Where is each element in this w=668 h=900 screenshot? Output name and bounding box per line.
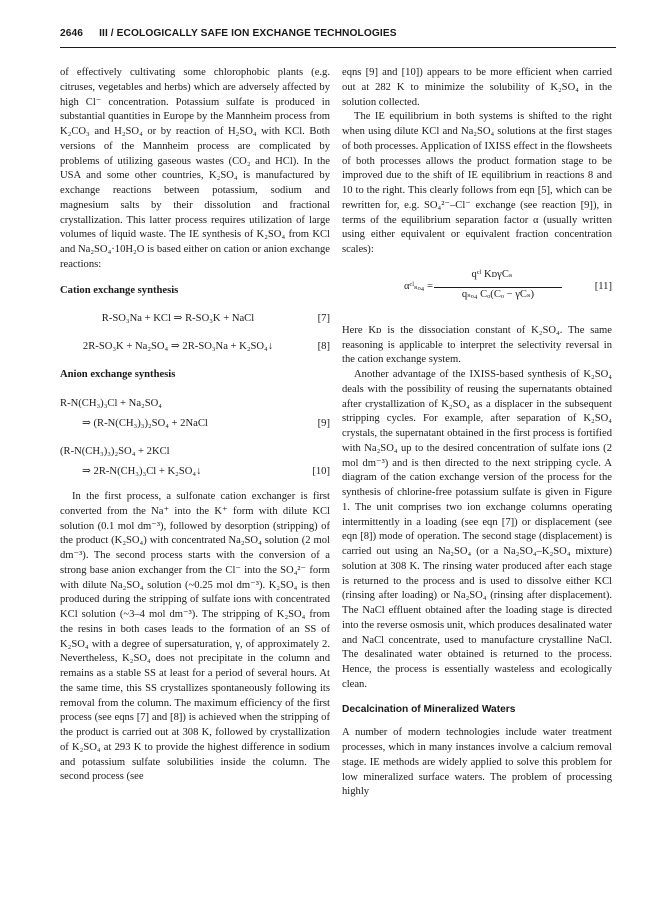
equation-number: [7]	[317, 313, 330, 325]
equation-expression: ⇒ 2R-N(CH₃)₃Cl + K₂SO₄↓	[82, 466, 202, 477]
equation-number: [11]	[594, 280, 612, 292]
paragraph: A number of modern technologies include water treatment processes, which in many instances involve a calcium removal stage. IE methods are widely applied to solve this problem for low mineralized surface waters. The problem of processing highly	[342, 727, 612, 798]
equation-lhs: αᶜˡₛₒ₄ =	[404, 280, 433, 292]
equation-expression: R-SO₃Na + KCl ⇒ R-SO₃K + NaCl	[101, 313, 255, 325]
equation-number: [8]	[317, 341, 330, 353]
equation-number: [9]	[317, 418, 330, 429]
equation-numerator: qᶜˡ KᴅγCₛ	[471, 268, 513, 280]
paragraph: Here Kᴅ is the dissociation constant of K₂SO₄. The same reasoning is applicable to interpret the selectivity reversal in the cation exchange system.	[342, 324, 612, 366]
paragraph: Another advantage of the IXISS-based synthesis of K₂SO₄ deals with the possibility of reusing the supernatants obtained after crystallization of K₂SO₄ as a displacer in the subsequent stripping cycles. For example, after separation of K₂SO₄ crystals, the supernatant obtained in the first process is fortified with Na₂SO₄ up to the desired concentration of sulfate ions (2 mol dm⁻³) and is then directed to the next stripping cycle. A diagram of the cation exchange version of the process for the synthesis of chlorine-free potassium sulfate is given in Figure 1. The unit comprises two ion exchange columns operating intermittently in a loading (see eqn [7]) or displacement (see eqn [8]) mode of operation. The second stage (displacement) is carried out using an Na₂SO₄ (or a Na₂SO₄–K₂SO₄ mixture) solution at 308 K. The rinsing water produced after each stage is returned to the process and is used to dissolve either KCl (rinsing after loading) or Na₂SO₄ (rinsing after displacement). The NaCl effluent obtained after the loading stage is directed into the reverse osmosis unit, which produces desalinated water and NaCl concentrate, used to manufacture crystalline NaCl. The desalinated water obtained is returned to the process. Hence, the process is essentially wasteless and ecologically clean.	[342, 369, 612, 690]
running-header	[60, 28, 616, 48]
equation-9-line2	[60, 414, 330, 434]
equation-10-line1	[60, 442, 330, 462]
running-title: III / ECOLOGICALLY SAFE ION EXCHANGE TECHNOLOGIES	[99, 28, 397, 39]
equation-7	[60, 309, 330, 329]
equation-10-line2	[60, 462, 330, 482]
equation-number: [10]	[312, 466, 330, 477]
section-heading: Decalcination of Mineralized Waters	[342, 703, 516, 715]
page-number: 2646	[60, 28, 84, 39]
right-column	[342, 66, 612, 800]
equation-expression: (R-N(CH₃)₃)₂SO₄ + 2KCl	[60, 446, 170, 457]
equation-expression: ⇒ (R-N(CH₃)₃)₂SO₄ + 2NaCl	[82, 418, 208, 429]
equation-8	[60, 337, 330, 357]
equation-expression: 2R-SO₃K + Na₂SO₄ ⇒ 2R-SO₃Na + K₂SO₄↓	[82, 341, 274, 353]
equation-denominator: qₛₒ₄ Cₒ(Cₒ − γCₛ)	[461, 288, 535, 300]
paragraph: In the first process, a sulfonate cation exchanger is first converted from the Na⁺ into the K⁺ form with dilute KCl solution (0.1 mol dm⁻³), followed by desorption (stripping) of the product (K₂SO₄) with concentrated Na₂SO₄ solution (2 mol dm⁻³). The second process starts with the conversion of a strong base anion exchanger from the Cl⁻ into the SO₄²⁻ form with dilute Na₂SO₄ solution (~0.25 mol dm⁻³). K₂SO₄ is then produced during the stripping of sulfate ions with concentrated KCl solution (~3–4 mol dm⁻³). The stripping of K₂SO₄ from the resins in both cases leads to the formation of an SS of K₂SO₄ with a degree of supersaturation, γ, of approximately 2. Nevertheless, K₂SO₄ does not precipitate in the column and remains as a stable SS at least for a period of several hours. At the same time, this SS crystallizes spontaneously following its removal from the column. The maximum efficiency of the first process (see eqns [7] and [8]) is achieved when the stripping of the product is carried out at 308 K, followed by crystallization of K₂SO₄ at 293 K to provide the highest difference in sodium and potassium sulfate solubilities inside the column. The second process (see	[60, 491, 330, 783]
paragraph: eqns [9] and [10]) appears to be more efficient when carried out at 282 K to minimize the solubility of K₂SO₄ in the solution collected.	[342, 67, 612, 108]
paragraph: of effectively cultivating some chlorophobic plants (e.g. citruses, vegetables and herbs) which are adversely affected by high Cl⁻ concentration. Potassium sulfate is produced in substantial quantities in Europe by the Mannheim process from K₂CO₃ and H₂SO₄ or by reaction of H₂SO₄ with KCl. Both versions of the Mannheim process are complicated by problems of utilizing gaseous wastes (CO₂ and HCl). In the USA and some other countries, K₂SO₄ is manufactured by exchange reactions between potassium, sodium and magnesium salts by their dissolution and fractional crystallization. This latter process requires utilization of large volumes of liquid waste. The IE synthesis of K₂SO₄ from KCl and Na₂SO₄·10H₂O is based either on cation or anion exchange reactions:	[60, 67, 330, 270]
subheading-cation-exchange: Cation exchange synthesis	[60, 284, 179, 296]
equation-9-line1	[60, 394, 330, 414]
paragraph: The IE equilibrium in both systems is shifted to the right when using dilute KCl and Na₂SO₄ solutions at the first stages of both processes. Application of IXISS effect in the flowsheets of both processes allows the product formation stage to be improved due to the shift of IE equilibrium in reactions 8 and 10 to the right. This clearly follows from eqn [5], which can be rewritten for, e.g. SO₄²⁻–Cl⁻ exchange (see reaction [9]), in terms of the equilibrium separation factor α (usually written using either equivalent or equivalent fraction concentration scales):	[342, 111, 612, 255]
equation-11	[342, 266, 612, 318]
left-column	[60, 66, 330, 785]
subheading-anion-exchange: Anion exchange synthesis	[60, 369, 176, 381]
equation-expression: R-N(CH₃)₃Cl + Na₂SO₄	[60, 398, 162, 409]
